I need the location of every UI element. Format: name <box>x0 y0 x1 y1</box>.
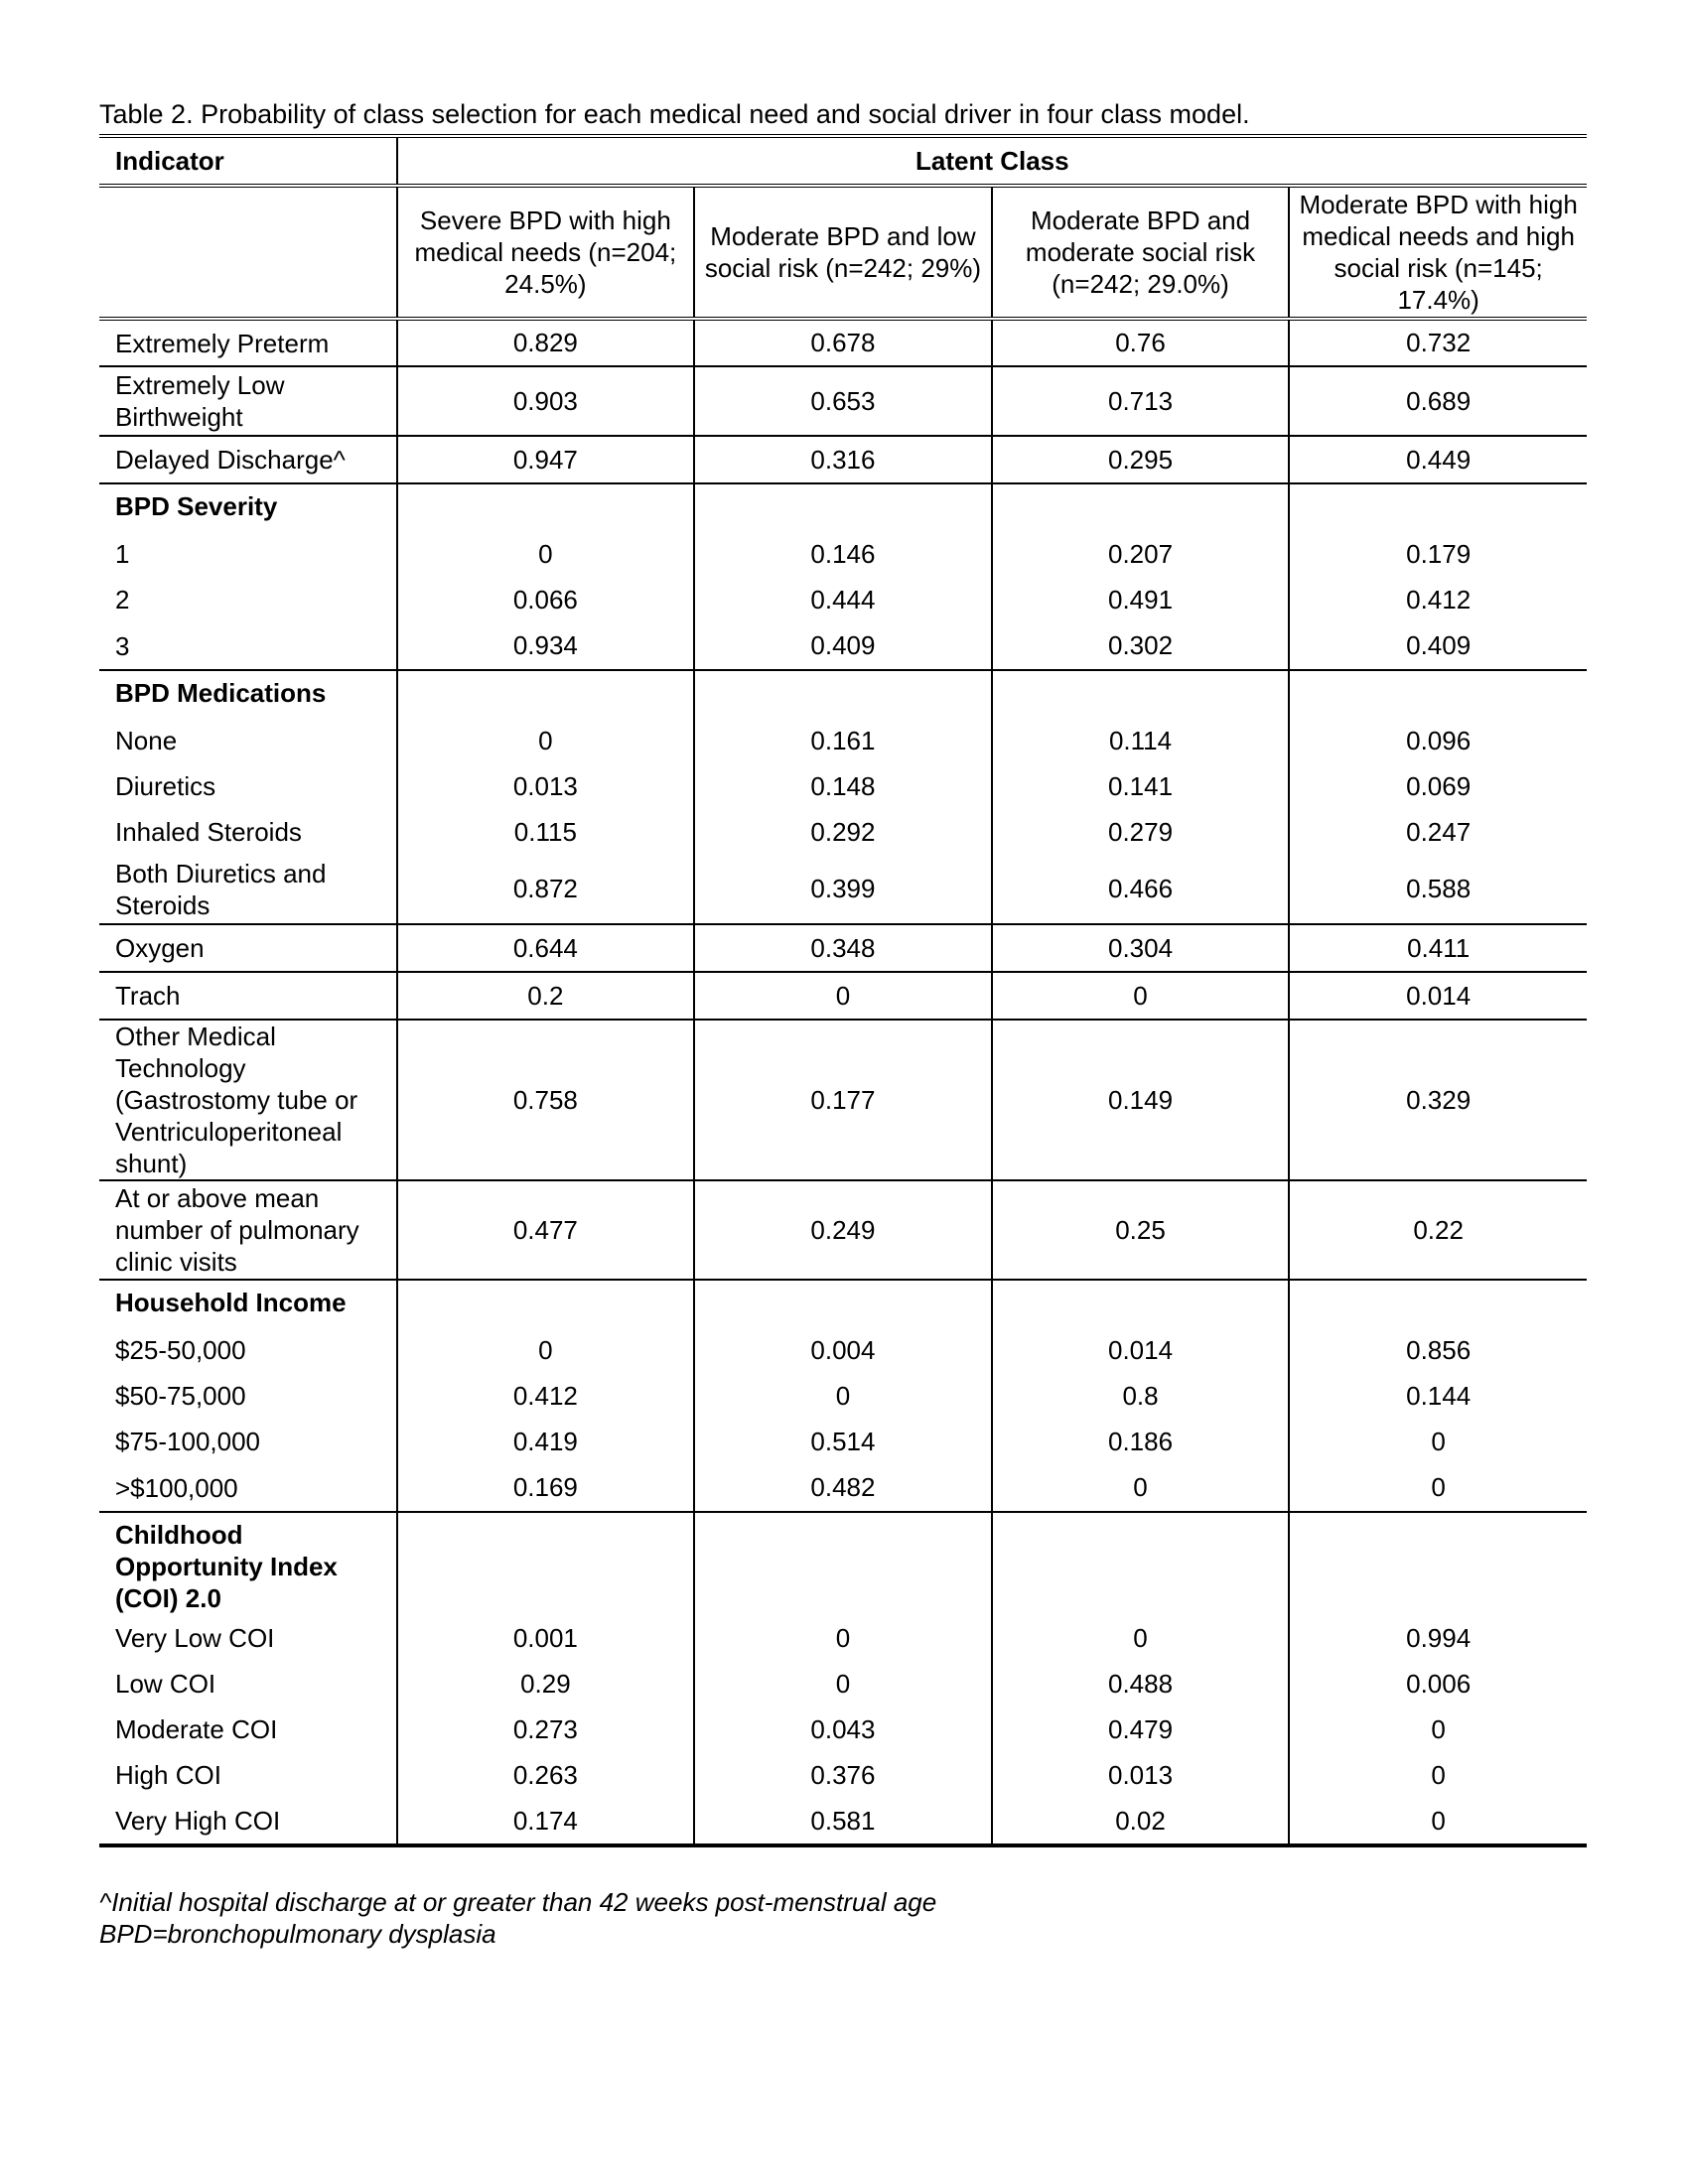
value-cell: 0 <box>694 1373 992 1419</box>
footnote-discharge: ^Initial hospital discharge at or greater than 42 weeks post-menstrual age <box>99 1887 937 1917</box>
row-label: Moderate COI <box>115 1714 278 1744</box>
value-cell: 0.263 <box>397 1752 695 1798</box>
value-cell: 0.8 <box>992 1373 1290 1419</box>
table-row <box>99 1020 1587 1180</box>
value-cell: 0.014 <box>992 1327 1290 1373</box>
empty-cell <box>397 670 695 718</box>
row-label: Delayed Discharge^ <box>99 436 397 483</box>
value-cell: 0.994 <box>1289 1615 1587 1661</box>
value-cell: 0.148 <box>694 763 992 809</box>
section-row <box>99 670 1587 718</box>
value-cell: 0.412 <box>1289 577 1587 622</box>
value-cell: 0.22 <box>1289 1180 1587 1280</box>
row-label: 3 <box>99 622 397 670</box>
empty-header-cell <box>99 186 397 319</box>
empty-cell <box>1289 1512 1587 1615</box>
footnotes <box>99 1886 936 1950</box>
row-label: Oxygen <box>99 924 397 972</box>
empty-cell <box>1289 483 1587 531</box>
value-cell: 0 <box>694 1661 992 1706</box>
value-cell: 0.249 <box>694 1180 992 1280</box>
footnote-abbreviation: BPD=bronchopulmonary dysplasia <box>99 1919 496 1949</box>
value-cell: 0.758 <box>397 1020 695 1180</box>
empty-cell <box>397 1512 695 1615</box>
table-row <box>99 1661 1587 1706</box>
value-cell: 0.043 <box>694 1706 992 1752</box>
value-cell: 0.466 <box>992 855 1290 924</box>
value-cell: 0.581 <box>694 1798 992 1845</box>
value-cell: 0.004 <box>694 1327 992 1373</box>
table-row <box>99 1464 1587 1512</box>
table-body <box>99 319 1587 1845</box>
row-label: Trach <box>99 972 397 1020</box>
table-row <box>99 436 1587 483</box>
table-row <box>99 972 1587 1020</box>
empty-cell <box>1289 1280 1587 1327</box>
table-row <box>99 577 1587 622</box>
empty-cell <box>694 670 992 718</box>
value-cell: 0.247 <box>1289 809 1587 855</box>
empty-cell <box>1289 670 1587 718</box>
value-cell: 0 <box>992 1615 1290 1661</box>
value-cell: 0 <box>397 718 695 763</box>
value-cell: 0 <box>694 972 992 1020</box>
table-row <box>99 1752 1587 1798</box>
value-cell: 0.144 <box>1289 1373 1587 1419</box>
latent-class-header: Latent Class <box>397 136 1587 186</box>
table-row <box>99 855 1587 924</box>
value-cell: 0.013 <box>992 1752 1290 1798</box>
header-row <box>99 136 1587 186</box>
table-row <box>99 924 1587 972</box>
value-cell: 0.713 <box>992 366 1290 436</box>
class-header-severe-high-medical: Severe BPD with high medical needs (n=204; 24.5%) <box>397 186 695 319</box>
value-cell: 0.186 <box>992 1419 1290 1464</box>
row-label: 1 <box>115 539 130 569</box>
value-cell: 0.066 <box>397 577 695 622</box>
value-cell: 0 <box>992 972 1290 1020</box>
row-label: Diuretics <box>115 771 216 801</box>
value-cell: 0.588 <box>1289 855 1587 924</box>
row-label: >$100,000 <box>99 1464 397 1512</box>
value-cell: 0.179 <box>1289 531 1587 577</box>
row-label: Other Medical Technology (Gastrostomy tube or Ventriculoperitoneal shunt) <box>99 1020 397 1180</box>
row-label: None <box>115 726 178 755</box>
value-cell: 0.02 <box>992 1798 1290 1845</box>
section-label: Childhood Opportunity Index (COI) 2.0 <box>115 1520 338 1613</box>
value-cell: 0.177 <box>694 1020 992 1180</box>
value-cell: 0.292 <box>694 809 992 855</box>
value-cell: 0.302 <box>992 622 1290 670</box>
value-cell: 0 <box>992 1464 1290 1512</box>
row-label: $50-75,000 <box>115 1381 246 1411</box>
value-cell: 0.149 <box>992 1020 1290 1180</box>
value-cell: 0.114 <box>992 718 1290 763</box>
row-label: At or above mean number of pulmonary clinic visits <box>99 1180 397 1280</box>
value-cell: 0.477 <box>397 1180 695 1280</box>
table-row <box>99 1327 1587 1373</box>
value-cell: 0.304 <box>992 924 1290 972</box>
value-cell: 0.409 <box>694 622 992 670</box>
value-cell: 0.279 <box>992 809 1290 855</box>
class-header-moderate-low-social: Moderate BPD and low social risk (n=242; 29%) <box>694 186 992 319</box>
value-cell: 0.689 <box>1289 366 1587 436</box>
table-row <box>99 809 1587 855</box>
value-cell: 0 <box>397 531 695 577</box>
value-cell: 0.903 <box>397 366 695 436</box>
value-cell: 0.014 <box>1289 972 1587 1020</box>
row-label: Very Low COI <box>115 1623 275 1653</box>
table-row <box>99 763 1587 809</box>
value-cell: 0.444 <box>694 577 992 622</box>
value-cell: 0.488 <box>992 1661 1290 1706</box>
value-cell: 0 <box>1289 1706 1587 1752</box>
value-cell: 0 <box>1289 1752 1587 1798</box>
value-cell: 0.732 <box>1289 319 1587 366</box>
table-row <box>99 1706 1587 1752</box>
section-row <box>99 1280 1587 1327</box>
table-row <box>99 1373 1587 1419</box>
value-cell: 0.449 <box>1289 436 1587 483</box>
table-row <box>99 718 1587 763</box>
value-cell: 0.482 <box>694 1464 992 1512</box>
row-label: Low COI <box>115 1669 216 1699</box>
row-label: Very High COI <box>99 1798 397 1845</box>
value-cell: 0.514 <box>694 1419 992 1464</box>
value-cell: 0.329 <box>1289 1020 1587 1180</box>
section-row <box>99 1512 1587 1615</box>
value-cell: 0.653 <box>694 366 992 436</box>
value-cell: 0.76 <box>992 319 1290 366</box>
empty-cell <box>397 1280 695 1327</box>
empty-cell <box>397 483 695 531</box>
table-row <box>99 1180 1587 1280</box>
value-cell: 0.316 <box>694 436 992 483</box>
value-cell: 0.491 <box>992 577 1290 622</box>
section-label: BPD Severity <box>115 491 278 521</box>
value-cell: 0.856 <box>1289 1327 1587 1373</box>
value-cell: 0.479 <box>992 1706 1290 1752</box>
table-row <box>99 1615 1587 1661</box>
empty-cell <box>992 670 1290 718</box>
class-header-moderate-moderate-social: Moderate BPD and moderate social risk (n=242; 29.0%) <box>992 186 1290 319</box>
value-cell: 0.25 <box>992 1180 1290 1280</box>
table-row <box>99 622 1587 670</box>
value-cell: 0.096 <box>1289 718 1587 763</box>
row-label: 2 <box>115 585 130 614</box>
value-cell: 0.411 <box>1289 924 1587 972</box>
value-cell: 0.001 <box>397 1615 695 1661</box>
empty-cell <box>992 483 1290 531</box>
value-cell: 0.376 <box>694 1752 992 1798</box>
row-label: Extremely Low Birthweight <box>99 366 397 436</box>
value-cell: 0.273 <box>397 1706 695 1752</box>
section-label: Household Income <box>115 1288 347 1317</box>
table-row <box>99 319 1587 366</box>
value-cell: 0.947 <box>397 436 695 483</box>
table-caption: Table 2. Probability of class selection for each medical need and social driver in four class model. <box>99 99 1250 129</box>
value-cell: 0.146 <box>694 531 992 577</box>
value-cell: 0.399 <box>694 855 992 924</box>
value-cell: 0 <box>397 1327 695 1373</box>
value-cell: 0.872 <box>397 855 695 924</box>
class-header-moderate-high-medical-high-social: Moderate BPD with high medical needs and high social risk (n=145; 17.4%) <box>1289 186 1587 319</box>
value-cell: 0 <box>1289 1798 1587 1845</box>
value-cell: 0.174 <box>397 1798 695 1845</box>
table-row <box>99 1798 1587 1845</box>
value-cell: 0.829 <box>397 319 695 366</box>
empty-cell <box>694 1512 992 1615</box>
value-cell: 0.644 <box>397 924 695 972</box>
class-header-row <box>99 186 1587 319</box>
value-cell: 0.295 <box>992 436 1290 483</box>
value-cell: 0.419 <box>397 1419 695 1464</box>
empty-cell <box>992 1280 1290 1327</box>
data-table <box>99 134 1587 1847</box>
indicator-header: Indicator <box>99 136 397 186</box>
value-cell: 0.169 <box>397 1464 695 1512</box>
section-row <box>99 483 1587 531</box>
table-row <box>99 1419 1587 1464</box>
value-cell: 0.934 <box>397 622 695 670</box>
value-cell: 0 <box>1289 1419 1587 1464</box>
row-label: Inhaled Steroids <box>115 817 302 847</box>
value-cell: 0.115 <box>397 809 695 855</box>
value-cell: 0.161 <box>694 718 992 763</box>
value-cell: 0 <box>694 1615 992 1661</box>
value-cell: 0.29 <box>397 1661 695 1706</box>
empty-cell <box>694 483 992 531</box>
value-cell: 0.013 <box>397 763 695 809</box>
value-cell: 0.069 <box>1289 763 1587 809</box>
value-cell: 0.006 <box>1289 1661 1587 1706</box>
row-label: Extremely Preterm <box>99 319 397 366</box>
row-label: $25-50,000 <box>115 1335 246 1365</box>
value-cell: 0.141 <box>992 763 1290 809</box>
value-cell: 0.678 <box>694 319 992 366</box>
table-row <box>99 531 1587 577</box>
value-cell: 0.207 <box>992 531 1290 577</box>
value-cell: 0 <box>1289 1464 1587 1512</box>
row-label: $75-100,000 <box>115 1427 261 1456</box>
empty-cell <box>992 1512 1290 1615</box>
row-label: High COI <box>115 1760 221 1790</box>
value-cell: 0.348 <box>694 924 992 972</box>
section-label: BPD Medications <box>115 678 327 708</box>
row-label: Both Diuretics and Steroids <box>99 855 397 924</box>
data-table-container <box>99 134 1587 1847</box>
table-row <box>99 366 1587 436</box>
value-cell: 0.409 <box>1289 622 1587 670</box>
empty-cell <box>694 1280 992 1327</box>
value-cell: 0.2 <box>397 972 695 1020</box>
value-cell: 0.412 <box>397 1373 695 1419</box>
